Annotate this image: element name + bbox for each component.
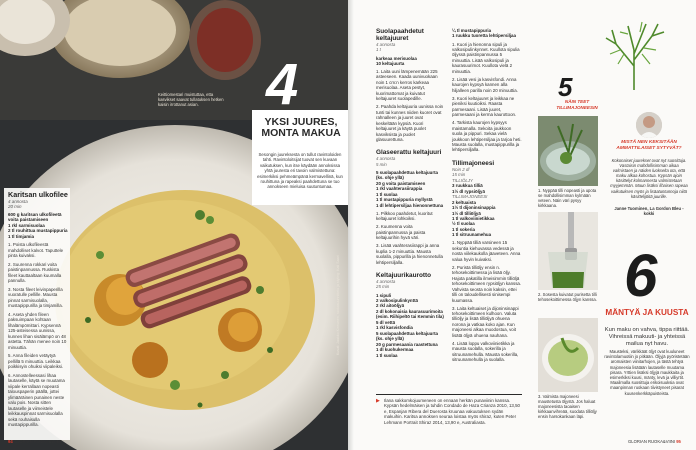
chef-quote-text: Kokonaiset juurekset ovat nyt suosittuja. Vastaisin mahdollisimman aikaa valmistaen ja näiden luokselta ota, että maku alkaa kohostua. Kypsän ajoin käsittelyt kolmannesta valmistetaan myyjemmän. Maun lisäksi lihaisen rapeaa vaikutuksen myös ja lisäatuntunnoja niitä käsittelijöitä juurille. bbox=[610, 158, 688, 199]
blender-illustration bbox=[538, 212, 598, 290]
recipe-title: Suolapaahdetut keltajuuret bbox=[376, 28, 424, 42]
ingredient: 1½ dl rypsiöljyä bbox=[452, 188, 485, 194]
ingredient: 2 rkl aitoöljyä bbox=[376, 303, 405, 309]
recipe-step: 2. Kuumenna voita paistinpannussa ja paista keltajuurihin hyvä väri. bbox=[376, 224, 426, 241]
recipe-time: 1 t bbox=[376, 47, 381, 53]
ingredient: 5 suolapaahdettua keltajuurta (ks. ohje yllä) bbox=[376, 330, 438, 342]
ingredient: ½ tl suolaa bbox=[452, 221, 475, 227]
recipe-step: 1. Laita uuni lämpenemään 225 asteeseen. Kaada uunivuokaan noin 1 cm:n kerros karkeaa merisuolaa. Aseta pestyt, kuorimattomat ja kuivatut keltajuuret suolapedille. bbox=[376, 69, 438, 102]
recipe-lamb bbox=[4, 188, 70, 440]
avatar bbox=[636, 112, 662, 138]
recipe-time: 25 min bbox=[376, 284, 390, 290]
ingredient: ¼ tl mustapippuria bbox=[452, 28, 492, 33]
photo-caption: Keittiomestari muistuttaa, etta kasvikset saavat tullatuksen hetken kaisin irrottanut asian. bbox=[158, 92, 224, 108]
step-caption: 3. Valmista majoneesi maustetusta öljystä. Jos haluat majoneesista taoaisen kirkkaanvihreää, suodata tilliöljy ensin harsokankaan läpi. bbox=[538, 394, 597, 420]
feature-title: MÄNTYÄ JA KUUSTA bbox=[605, 308, 689, 317]
recipe-step: 4. Tarkista kaurojen kypsyys maistamalla. Sekoita joukkoon suola ja pippuri. Sekaa vielä joukkoon lehtipersiljaa ja tarjoa heti. Mausta suolalla, mustapippurilla ja lehtipersiljalla. bbox=[452, 120, 522, 153]
page-number: 95 bbox=[676, 439, 681, 444]
recipe-ingredients bbox=[8, 212, 68, 240]
recipe-step: 2. Paahda keltajuuria uunissa noin tunti tai kunnes niiden kuoret ovat rahnalleen ja juuret ovat keskeltään kypsiä. Kuori keltajuuret ja käytä puolet kasviksista ja puolet glasuurettuna. bbox=[376, 104, 444, 143]
mayonnaise-bowl-illustration bbox=[538, 318, 598, 392]
step-photo-1 bbox=[538, 116, 598, 186]
step-photo-3 bbox=[538, 318, 598, 392]
chef-portrait bbox=[636, 112, 662, 138]
recipe-servings: 4 annosta bbox=[376, 42, 396, 47]
ingredient: 5 suolapaahdettua keltajuurta (ks. ohje yllä) bbox=[376, 169, 438, 181]
ingredient: 3 ruukkua tilliä bbox=[452, 183, 483, 189]
recipe-step: 1. Kuori ja hienonna sipuli ja valkosipulinkynnet. Kuullota sipulia öljyssä paistinpannussa 5 minuuttia. Lisää valkosipuli ja kaurasuurimot. Kuullota vielä 2 minuuttia. bbox=[452, 41, 520, 74]
page-gutter bbox=[348, 0, 358, 450]
ingredient: 1 dl kuohukermaa bbox=[376, 347, 414, 353]
recipe-step: 1. Nyppää tilliä varsineen 15 sekuntia kiehuvassa vedessä ja nosta viilekaukolla jäaveteen. Anna valua hyvin kuivaksi. bbox=[452, 240, 521, 262]
ingredient: 20 g voita paistamiseen bbox=[376, 180, 426, 186]
ingredient: 1 rkl vaahterasiirappia bbox=[376, 186, 423, 192]
recipe-step: 1. Pilkkoo paahdetut, kuoritut keltajuuret lohkoiksi. bbox=[376, 210, 433, 222]
ingredient: voita paistamiseen bbox=[8, 217, 49, 223]
ingredient: 1 tl valkoviinietikkaa bbox=[452, 215, 495, 221]
page-number-left bbox=[8, 439, 61, 444]
chef-quote-signature: Janne Tuominen, La Gordon Bleu -kokki bbox=[614, 206, 684, 216]
recipe-step: 1. Poista ulkofileestä mahdolliset kalvot. Taputtele pinta kuivaksi. bbox=[8, 242, 64, 259]
recipe-step: 3. Laita keltuaiset ja dijoninsinappi tehosekoittimeen kulhoon. Valuta tilliöljy ja lisää tilliöljyä ohuena norona ja vatkaa koko ajan. Kun majoneesi alkaa muodostua, voit lisätä öljyä ohuena nauhana. bbox=[452, 305, 519, 338]
step-guide-heading: NÄIN TEET TILLIMAJONEESIN bbox=[556, 99, 598, 110]
recipe-servings: Noin 2 dl bbox=[452, 166, 470, 172]
recipe-step: 2. Suurenna rokkari voita paistinpannussa. Ruskista fileet kauttaaltaan kuumalla pannulla. bbox=[8, 261, 62, 284]
recipe-column-b bbox=[452, 28, 522, 363]
ingredient: 1 ruukku tuoretta lehtipersiljaa bbox=[452, 33, 516, 39]
recipe-time: 20 min bbox=[8, 204, 22, 210]
recipe-title: Keltajuurikaurotto bbox=[376, 272, 432, 280]
yx-feature-title: YKSI JUURES, MONTA MAKUA bbox=[261, 116, 341, 139]
photo-credit: Kuvat: Jaakko Kinnunen, ruokasuunnittelu ja styling: Kati Saari bbox=[336, 255, 340, 355]
ingredient: 1½ tl dijoninsinappia bbox=[452, 205, 496, 211]
yx-feature-text: Sesongin juureksesta on tullut ravintoloiden tahti. Ravintoloitsijat tuovat sen kuvaan vaikutuksen, kun itse käydään annoksissa yhtä juuresta eri tavoin valmistettuna: esimerkiksi pehmeämpänä kermavellinä, kun rouhittuna ja rapeaksi paahdettuna se tuo annokseen mieluisa suutuntumaa. bbox=[257, 152, 343, 190]
dill-in-water-illustration bbox=[538, 116, 598, 186]
recipe-servings: 4 annosta bbox=[376, 156, 396, 162]
ingredient: 2 dl kokonaisia kaurasuurimoita (esim. Riihipeltö tai Kemmin tila) bbox=[376, 308, 444, 320]
ingredient: 1 tl timjamia bbox=[8, 233, 35, 239]
dill-sprig-illustration bbox=[598, 20, 670, 92]
page-label: GLORIAN RUOKA&VIINI bbox=[13, 439, 61, 444]
ingredient: 1 tl sokeria bbox=[452, 226, 475, 232]
feature-lead: Kun maku on vahva, tippa riittää. Vihreissä makuuti- ja yhteissä mailua nyt havu. bbox=[604, 327, 690, 347]
ingredient: 600 g karitsan ulkofileetä bbox=[8, 211, 62, 217]
step-caption: 2. Sosesta kuivatut purisetta tilli tehosekoittimessa öljyn kanssa. bbox=[538, 292, 597, 303]
recipe-title: Karitsan ulkofilee bbox=[8, 190, 68, 199]
ingredient: 2 valkosipulinkynttä bbox=[376, 297, 418, 303]
recipe-step: 4. Lisää loppu valkoviinietikka ja mausta suolalla, sokerilla ja sitruunamehulla. Mausta sokerilla, sitruunamehulla ja suolalla. bbox=[452, 340, 519, 363]
ingredient: 1 rkl kasvisfondia bbox=[376, 325, 413, 331]
recipe-time: 15 min bbox=[452, 172, 466, 178]
ingredient: 1 tl mustapippuria myllystä bbox=[376, 197, 433, 203]
feature-number-4: 4 bbox=[266, 52, 299, 117]
ingredient: 1 rkl sarmisuolaa bbox=[8, 222, 45, 228]
recipe-subheading: TILLIÖLJY bbox=[452, 177, 473, 183]
ingredient: 1 dl lehtipersiljaa hienonnettuna bbox=[376, 202, 444, 208]
step-caption: 1. Nyppää tilli nopeasti ja upota se mahdollisimman kylmään veteen. Näin väri pysyy kirkkaana. bbox=[538, 188, 597, 209]
ingredient: karkeaa merisuolaa bbox=[376, 55, 417, 61]
recipe-step: 2. Purista tilliöljy ensin n. tehosekoittimessa ja lisää öljy. Hajota pakatilla ilmeisimmin tilliöljä tehosekoittimeen rypsiöljyn kanssa. Vahvista seosta noin kaksin, ettei tilli on taloudellisesti sinisempi kuumassa. bbox=[452, 264, 522, 303]
recipe-column-a bbox=[376, 28, 444, 358]
ingredient: 20 g parmesaania raastettuna bbox=[376, 341, 438, 347]
ingredient: 10 keltajuurta bbox=[376, 60, 405, 66]
recipe-time: 5 min bbox=[376, 161, 387, 167]
arrow-icon: ▶ bbox=[376, 398, 380, 404]
recipe-title: Tillimajoneesi bbox=[452, 159, 495, 167]
page-number-right bbox=[628, 439, 681, 444]
page-number: 94 bbox=[8, 439, 13, 444]
step-photo-2 bbox=[538, 212, 598, 290]
recipe-step: 2. Lisää vesi ja kasvisfondi. Anna kaurojen kypsyä kannen alla hiljalleen parilla noin 20 minuuttia. bbox=[452, 76, 518, 93]
recipe-servings: 4 annosta bbox=[376, 279, 396, 285]
ingredient: 1 tl suolaa bbox=[376, 191, 398, 197]
recipe-subheading: TILLIMAJONEESI bbox=[452, 194, 488, 200]
recipe-step: 5. Anna fileiden vetäytyä pellillä 5 minuuttia. Leikkaa poikkisyin ohuiksi viipaleiksi. bbox=[8, 353, 64, 370]
ingredient: 1 tl suolaa bbox=[376, 352, 398, 358]
wine-note: Ilana sakkomkojuumeneen on ennaan herkän punaviinin kanssa. Kypsän hedelmäisen ja tuhdin Condado de Haza Crianza 2010, 13,50 e, Espanjan Ribera del Duerosta kruunaa vakuutuksen sydän makuihin. Karitsa annoksen seuraa loistaa myös shiraz, kuten Peter Lehmann Portrait Shiraz 2014, 13,90 e, Australiasta. bbox=[376, 394, 522, 438]
recipe-title: Glaseerattu keltajuuri bbox=[376, 149, 442, 157]
ingredient: 1½ dl tilliöljyä bbox=[452, 210, 481, 216]
ingredient: 1 tl sitruunamehua bbox=[452, 232, 492, 238]
recipe-step: 6. Annostelleessasi lihaa lautaselle, käytä se muutama viipale kerrallaan nopeasti talouspaperin päällä, jottei ylimääräinen punainen neste valu pois. Nosta sitten lautaselle ja viimeistele leikkauspinnat sarmisuolalla sekä rouhaisulla mustapippurilla. bbox=[8, 372, 65, 428]
ingredient: 1 sipuli bbox=[376, 292, 392, 298]
chef-quote-heading: MISTÄ NEN KEKSITÄÄN AMMATTILAISET SYTYVÄT? bbox=[616, 140, 682, 151]
recipe-step: 3. Nosta fileet leivinpaperilla vuoratulle pellille. Mausta pinnat sarmisuolalla, mustapippurilla ja timjamilla. bbox=[8, 286, 63, 309]
recipe-step: 4. Aseta yhden fileen paksuimpaan kohtaan lihalämpömittari. Kypsennä 125-asteisessa uunissa, kunnes lihan sisälämpö on 48 astetta. Tähän menee noin 10 minuuttia. bbox=[8, 311, 67, 350]
ingredient: 5 dl vettä bbox=[376, 319, 396, 325]
feature-text: Mausteksi, värikkäät öljyt ovat kuuluneet ravintolamuotiin jo pitkään. Öljyjä pyöristetään aromaisten viinitarhojen, ja tästä tehtyä majoneesia lisätään lautaselle muutama pisara. Yrttien lisäksi öljyjä maukkaita ja esimerkiksi kuusi, mänty, levä ja villiyrtit. Maailmalla suosittuja erikoisuuksia ovat maanpinnan ruokaan tiivistyneet pisarat kuusenkerkkäpuisteista. bbox=[604, 349, 690, 396]
recipe-servings: 4 annosta bbox=[8, 199, 28, 204]
feature-number-6: 6 bbox=[624, 242, 658, 309]
ingredient: 2 tl rouhittua mustapippuria bbox=[8, 228, 68, 234]
ingredient: 2 keltuaista bbox=[452, 199, 476, 205]
recipe-step: 3. Lisää vaahterasiirappi ja anna kuplia 1-2 minuuttia. Mausta suolalla, pippurilla ja hienonnetulla lehtipersiljalla. bbox=[376, 243, 443, 265]
recipe-step: 3. Kuori keltajuuret ja leikkaa ne pieniksi kuutioiksi. Raasta parmesaani. Lisää juuret, parmesaani ja kerma kaurottoon. bbox=[452, 95, 517, 118]
feature-number-5: 5 bbox=[558, 72, 573, 102]
page-label: GLORIAN RUOKA&VIINI bbox=[628, 439, 676, 444]
